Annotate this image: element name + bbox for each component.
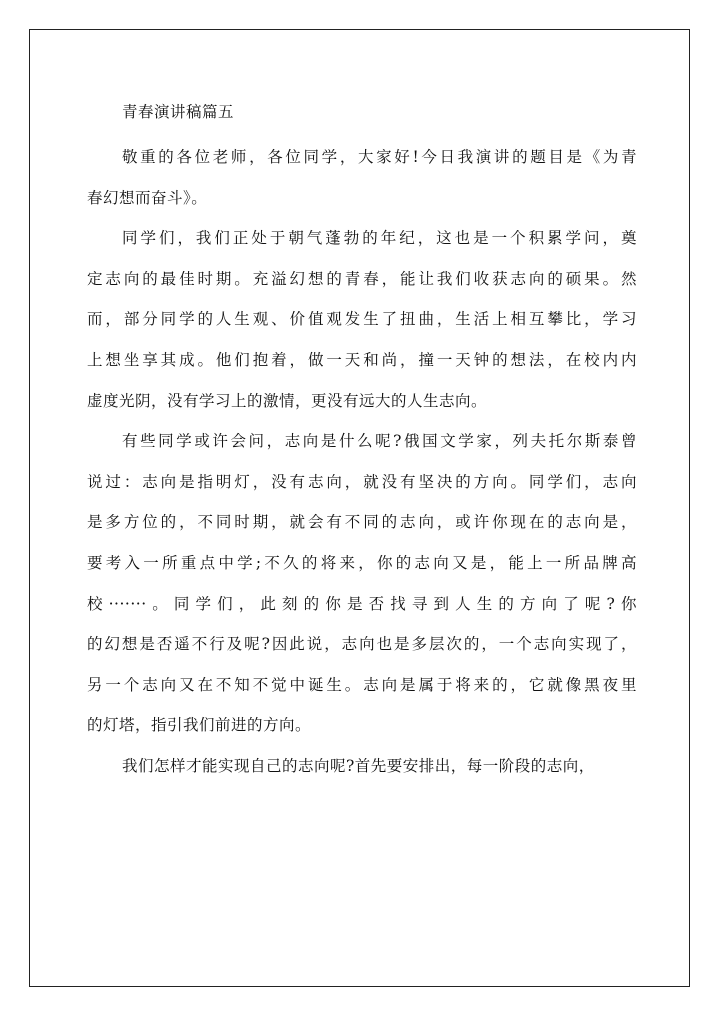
paragraph-line: 虚度光阴，没有学习上的激情，更没有远大的人生志向。 <box>87 391 488 410</box>
paragraph-line: 校·······。同学们，此刻的你是否找寻到人生的方向了呢?你 <box>87 594 637 613</box>
document-body <box>87 96 637 787</box>
paragraph-4 <box>87 746 637 787</box>
paragraph-2 <box>87 218 637 421</box>
paragraph-line: 是多方位的，不同时期，就会有不同的志向，或许你现在的志向是， <box>87 513 637 532</box>
paragraph-line: 上想坐享其成。他们抱着，做一天和尚，撞一天钟的想法，在校内内 <box>87 350 637 369</box>
paragraph-line: 敬重的各位老师，各位同学，大家好!今日我演讲的题目是《为青 <box>122 148 637 166</box>
paragraph-1 <box>87 137 637 218</box>
paragraph-line: 春幻想而奋斗》。 <box>87 188 208 207</box>
paragraph-line: 的幻想是否遥不行及呢?因此说，志向也是多层次的，一个志向实现了， <box>87 635 637 654</box>
paragraph-3 <box>87 421 637 746</box>
paragraph-line: 我们怎样才能实现自己的志向呢?首先要安排出，每一阶段的志向， <box>122 756 595 775</box>
paragraph-line: 同学们，我们正处于朝气蓬勃的年纪，这也是一个积累学问，奠 <box>122 229 637 248</box>
document-title: 青春演讲稿篇五 <box>122 103 235 121</box>
paragraph-line: 的灯塔，指引我们前进的方向。 <box>87 716 312 735</box>
paragraph-line: 要考入一所重点中学;不久的将来，你的志向又是，能上一所品牌高 <box>87 553 637 572</box>
paragraph-line: 说过：志向是指明灯，没有志向，就没有坚决的方向。同学们，志向 <box>87 472 637 491</box>
paragraph-line: 而，部分同学的人生观、价值观发生了扭曲，生活上相互攀比，学习 <box>87 310 637 329</box>
paragraph-line: 有些同学或许会问，志向是什么呢?俄国文学家，列夫托尔斯泰曾 <box>122 432 637 451</box>
paragraph-line: 定志向的最佳时期。充溢幻想的青春，能让我们收获志向的硕果。然 <box>87 269 637 288</box>
paragraph-line: 另一个志向又在不知不觉中诞生。志向是属于将来的，它就像黑夜里 <box>87 675 637 694</box>
